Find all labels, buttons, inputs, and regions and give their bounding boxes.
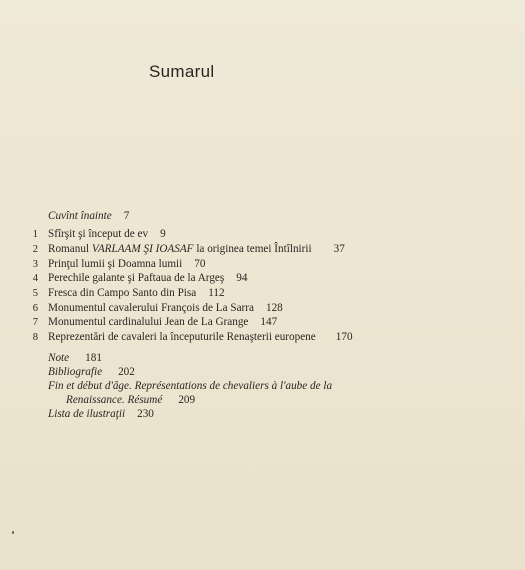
- page-title: Sumarul: [149, 62, 215, 81]
- toc-entry-illustrations[interactable]: [48, 408, 154, 421]
- toc-entry-summary-continued: [66, 394, 195, 407]
- toc-chapter[interactable]: [32, 272, 248, 285]
- toc-chapter-title: Romanul: [48, 243, 92, 255]
- toc-chapter-title: Monumentul cavalerului François de La Sarra: [48, 302, 254, 314]
- toc-chapter[interactable]: [32, 287, 225, 300]
- toc-chapter-number: 4: [32, 273, 38, 284]
- toc-entry-label: Fin et début d'âge. Représentations de chevaliers à l'aube de la: [48, 380, 333, 392]
- show-through: [305, 42, 309, 58]
- toc-chapter-page: 170: [335, 331, 353, 343]
- toc-chapter-title: Perechile galante şi Paftaua de la Argeş: [48, 272, 225, 284]
- toc-entry-page: 181: [85, 352, 102, 364]
- toc-chapter-page: 94: [236, 272, 248, 284]
- toc-chapter-number: 7: [32, 317, 38, 328]
- toc-chapter[interactable]: [32, 228, 166, 241]
- toc-entry-intro[interactable]: [48, 210, 129, 223]
- toc-chapter[interactable]: [32, 316, 278, 329]
- toc-chapter-page: 70: [194, 258, 206, 270]
- toc-chapter-number: 8: [32, 332, 38, 343]
- toc-entry-summary[interactable]: [48, 380, 332, 393]
- toc-chapter-number: 2: [32, 244, 38, 255]
- toc-chapter-number: 3: [32, 259, 38, 270]
- toc-chapter-page: 128: [265, 302, 283, 314]
- toc-entry-label: Cuvînt înainte: [48, 210, 112, 222]
- toc-chapter-page: 112: [208, 287, 225, 299]
- toc-entry-label: Lista de ilustraţii: [48, 408, 126, 420]
- toc-chapter-title: la originea temei Întîlnirii: [193, 243, 312, 255]
- toc-entry-notes[interactable]: [48, 352, 102, 365]
- toc-chapter[interactable]: [32, 243, 345, 256]
- toc-chapter-page: 9: [160, 228, 166, 240]
- toc-entry-page: 7: [123, 210, 130, 222]
- toc-chapter[interactable]: [32, 331, 353, 344]
- toc-chapter[interactable]: [32, 258, 206, 271]
- toc-entry-label: Bibliografie: [48, 366, 103, 378]
- toc-chapter-number: 6: [32, 303, 38, 314]
- toc-chapter-page: 37: [333, 243, 345, 255]
- toc-entry-label: Note: [48, 352, 70, 364]
- toc-chapter-page: 147: [260, 316, 278, 328]
- toc-chapter-title: Prinţul lumii şi Doamna lumii: [48, 258, 183, 270]
- toc-chapter-title: Fresca din Campo Santo din Pisa: [48, 287, 197, 299]
- toc-chapter[interactable]: [32, 302, 283, 315]
- toc-entry-label-continued: Renaissance. Résumé: [66, 394, 163, 406]
- toc-entry-page: 230: [137, 408, 154, 420]
- toc-chapter-title-italic: VARLAAM ŞI IOASAF: [91, 243, 194, 255]
- toc-chapter-title: Sfîrşit şi început de ev: [48, 228, 149, 240]
- toc-entry-page: 202: [118, 366, 135, 378]
- toc-entry-page: 209: [178, 394, 196, 406]
- toc-chapter-number: 1: [32, 229, 38, 240]
- toc-chapter-title: Reprezentări de cavaleri la începuturile Renaşterii europene: [48, 331, 316, 343]
- ink-speck: [12, 531, 14, 534]
- toc-entry-bibliography[interactable]: [48, 366, 135, 379]
- toc-chapter-number: 5: [32, 288, 38, 299]
- toc-chapter-title: Monumentul cardinalului Jean de La Grange: [48, 316, 249, 328]
